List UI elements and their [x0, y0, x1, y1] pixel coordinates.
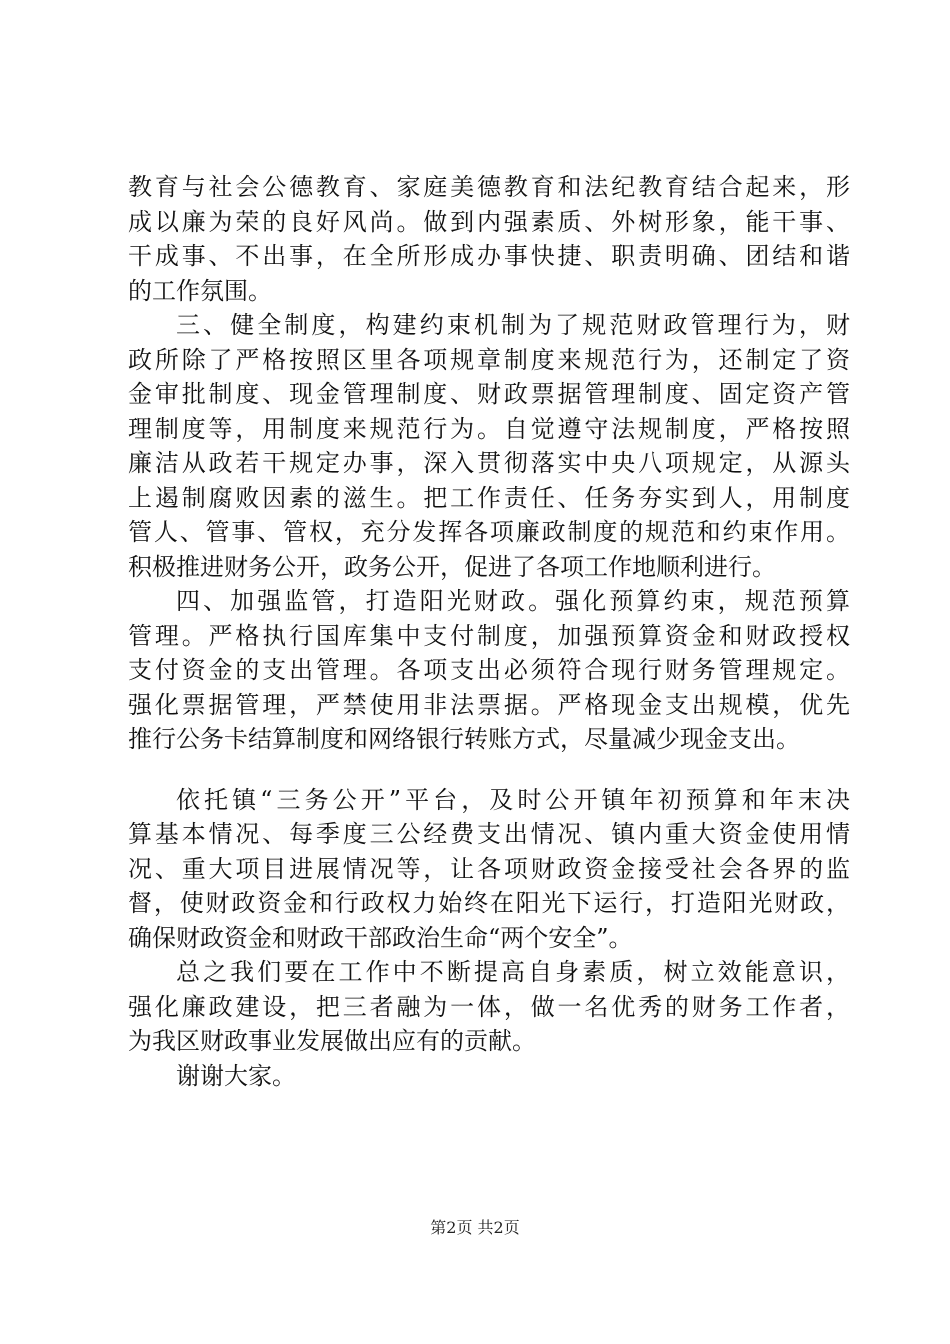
- text-line: 廉洁从政若干规定办事，深入贯彻落实中央八项规定，从源头: [128, 449, 850, 477]
- text-line: 况、重大项目进展情况等，让各项财政资金接受社会各界的监: [128, 854, 850, 883]
- text-line: 三、健全制度，构建约束机制为了规范财政管理行为，财: [176, 311, 850, 339]
- text-line: 督，使财政资金和行政权力始终在阳光下运行，打造阳光财政，: [128, 889, 850, 917]
- text-line: 成以廉为荣的良好风尚。做到内强素质、外树形象，能干事、: [128, 207, 850, 236]
- text-line: 干成事、不出事，在全所形成办事快捷、职责明确、团结和谐: [128, 242, 850, 270]
- text-line: 推行公务卡结算制度和网络银行转账方式，尽量减少现金支出。: [128, 725, 800, 753]
- text-line: 教育与社会公德教育、家庭美德教育和法纪教育结合起来，形: [128, 173, 850, 201]
- text-line: 依托镇“三务公开”平台，及时公开镇年初预算和年末决: [176, 785, 850, 814]
- text-line: 强化票据管理，严禁使用非法票据。严格现金支出规模，优先: [128, 690, 850, 719]
- text-line: 谢谢大家。: [176, 1061, 296, 1090]
- text-line: 支付资金的支出管理。各项支出必须符合现行财务管理规定。: [128, 656, 850, 684]
- text-line: 管理。严格执行国库集中支付制度，加强预算资金和财政授权: [128, 621, 850, 650]
- text-line: 确保财政资金和财政干部政治生命“两个安全”。: [128, 923, 633, 952]
- document-body: [128, 170, 850, 1093]
- text-line: 算基本情况、每季度三公经费支出情况、镇内重大资金使用情: [128, 820, 850, 848]
- paragraph-gap: [128, 757, 850, 783]
- text-line: 四、加强监管，打造阳光财政。强化预算约束，规范预算: [176, 587, 850, 615]
- text-line: 理制度等，用制度来规范行为。自觉遵守法规制度，严格按照: [128, 414, 850, 443]
- text-line: 的工作氛围。: [128, 276, 272, 305]
- text-line: 管人、管事、管权，充分发挥各项廉政制度的规范和约束作用。: [128, 518, 850, 546]
- text-line: 金审批制度、现金管理制度、财政票据管理制度、固定资产管: [128, 380, 850, 408]
- text-line: 总之我们要在工作中不断提高自身素质，树立效能意识，: [176, 958, 850, 986]
- text-line: 为我区财政事业发展做出应有的贡献。: [128, 1027, 536, 1055]
- text-line: 政所除了严格按照区里各项规章制度来规范行为，还制定了资: [128, 345, 850, 374]
- text-line: 积极推进财务公开，政务公开，促进了各项工作地顺利进行。: [128, 552, 776, 581]
- text-line: 强化廉政建设，把三者融为一体，做一名优秀的财务工作者，: [128, 992, 850, 1021]
- page-number-footer: 第2页 共2页: [430, 1218, 520, 1237]
- text-line: 上遏制腐败因素的滋生。把工作责任、任务夯实到人，用制度: [128, 483, 850, 512]
